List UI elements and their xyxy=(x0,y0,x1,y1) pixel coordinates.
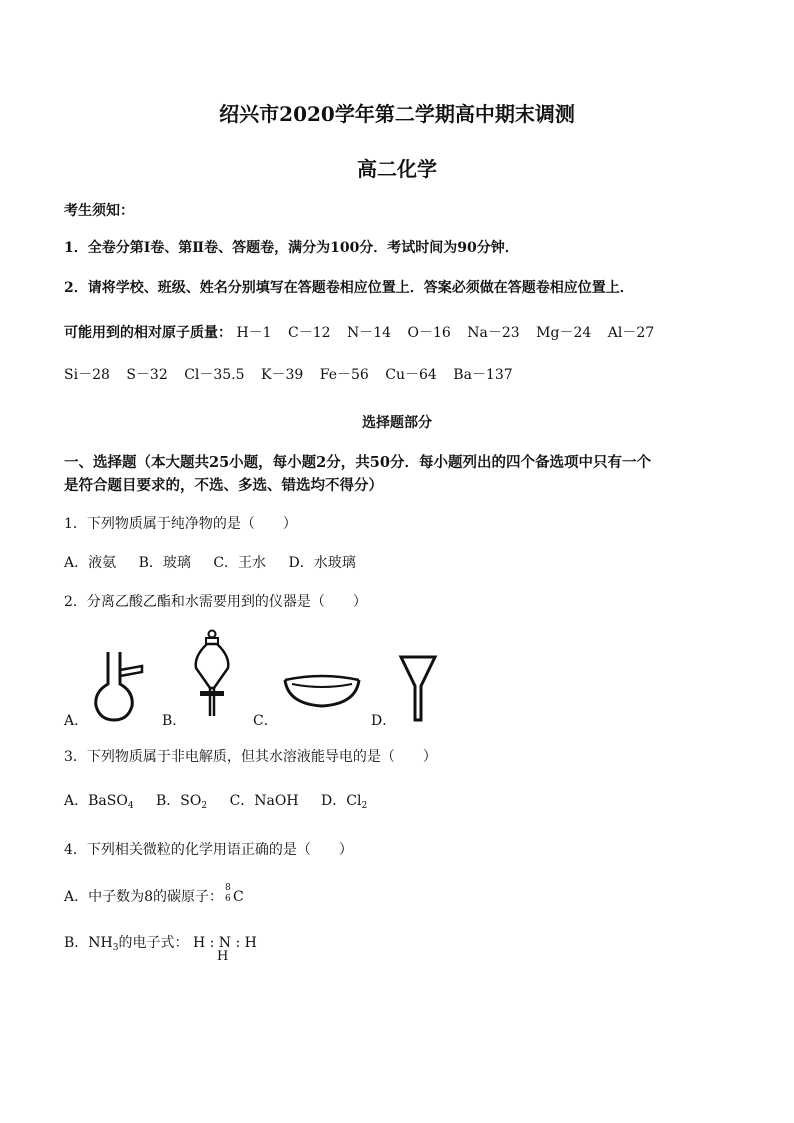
atomic-mass-item: S－32 xyxy=(126,367,168,383)
atomic-mass-item: Cu－64 xyxy=(385,367,437,383)
atomic-mass-row-1 xyxy=(64,322,666,342)
atomic-mass-item: Ba－137 xyxy=(453,367,513,383)
q2-label-a: A． xyxy=(64,713,89,729)
funnel-icon xyxy=(398,654,438,724)
q3-option-b: B．$SO_2$ xyxy=(156,793,208,811)
evaporating-dish-icon xyxy=(282,670,362,710)
isotope-notation: 8 6 xyxy=(225,883,231,904)
atomic-mass-label: 可能用到的相对原子质量： xyxy=(64,325,232,341)
atomic-mass-item: H－1 xyxy=(236,325,272,341)
q3-option-c: C．NaOH xyxy=(229,793,299,809)
notice-item-2: 2．请将学校、班级、姓名分别填写在答题卷相应位置上．答案必须做在答题卷相应位置上． xyxy=(64,280,634,296)
q1-option-a: A．液氨 xyxy=(64,555,117,571)
notice-heading: 考生须知： xyxy=(64,203,134,219)
exam-title: 绍兴市2020学年第二学期高中期末调测 xyxy=(219,102,575,126)
atomic-mass-item: Cl－35.5 xyxy=(184,367,245,383)
q2-label-c: C． xyxy=(253,713,278,729)
atomic-mass-item: N－14 xyxy=(347,325,392,341)
part-title: 选择题部分 xyxy=(362,415,432,431)
q1-stem: 1．下列物质属于纯净物的是（ ） xyxy=(64,516,297,532)
atomic-mass-item: K－39 xyxy=(261,367,304,383)
q4-option-b: B．$NH_3$的电子式： H : N : H H xyxy=(64,935,257,964)
q2-stem: 2．分离乙酸乙酯和水需要用到的仪器是（ ） xyxy=(64,594,367,610)
q3-option-a: A．BaSO$_4$ xyxy=(64,793,134,811)
atomic-mass-item: O－16 xyxy=(407,325,451,341)
electron-formula: H : N : H H xyxy=(192,935,257,964)
q1-option-b: B．玻璃 xyxy=(138,555,191,571)
q1-option-d: D．水玻璃 xyxy=(288,555,356,571)
distillation-flask-icon xyxy=(90,650,150,725)
atomic-mass-item: Al－27 xyxy=(607,325,655,341)
section-heading-line-2: 是符合题目要求的，不选、多选、错选均不得分） xyxy=(64,477,383,494)
q2-label-d: D． xyxy=(371,713,397,729)
separatory-funnel-icon xyxy=(190,628,234,720)
q4-stem: 4．下列相关微粒的化学用语正确的是（ ） xyxy=(64,842,353,858)
electron-formula-bottom-h: H xyxy=(216,949,229,964)
atomic-mass-item: Na－23 xyxy=(467,325,520,341)
atomic-mass-row-2 xyxy=(64,364,525,384)
q4-option-a: A．中子数为8的碳原子： 8 6 C xyxy=(64,883,244,905)
atomic-mass-item: Mg－24 xyxy=(536,325,592,341)
q3-options xyxy=(64,790,385,811)
section-heading-line-1: 一、选择题（本大题共25小题，每小题2分，共50分．每小题列出的四个备选项中只有一个 xyxy=(64,454,651,471)
atomic-mass-item: C－12 xyxy=(288,325,331,341)
atomic-mass-item: Fe－56 xyxy=(319,367,369,383)
subject-title: 高二化学 xyxy=(357,157,437,181)
atomic-mass-item: Si－28 xyxy=(64,367,110,383)
q3-option-d: D．$Cl_2$ xyxy=(321,793,368,811)
q1-option-c: C．王水 xyxy=(213,555,267,571)
q2-label-b: B． xyxy=(162,713,187,729)
q1-options xyxy=(64,552,374,572)
q3-stem: 3．下列物质属于非电解质，但其水溶液能导电的是（ ） xyxy=(64,749,437,765)
notice-item-1: 1．全卷分第Ⅰ卷、第Ⅱ卷、答题卷，满分为100分．考试时间为90分钟． xyxy=(64,240,519,256)
